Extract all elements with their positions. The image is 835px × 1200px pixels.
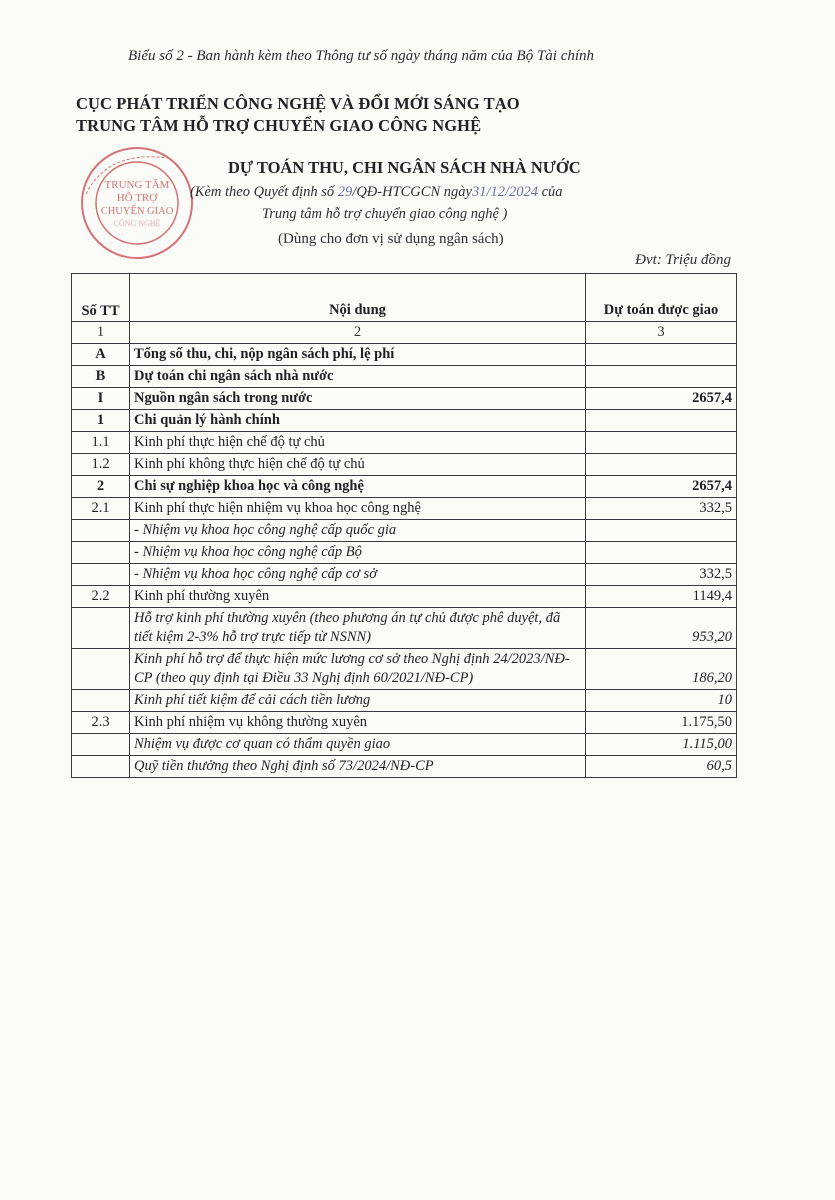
row-amount (586, 344, 737, 366)
row-content: Kinh phí thực hiện nhiệm vụ khoa học công nghệ (130, 498, 586, 520)
table-row (72, 388, 737, 410)
table-row (72, 756, 737, 778)
decision-mid: /QĐ-HTCGCN ngày (352, 184, 472, 200)
row-content: Tổng số thu, chi, nộp ngân sách phí, lệ phí (130, 344, 586, 366)
document-title: DỰ TOÁN THU, CHI NGÂN SÁCH NHÀ NƯỚC (228, 158, 581, 177)
row-content: - Nhiệm vụ khoa học công nghệ cấp Bộ (130, 542, 586, 564)
table-row (72, 520, 737, 542)
table-row (72, 542, 737, 564)
row-amount (586, 366, 737, 388)
row-content: Chi sự nghiệp khoa học và công nghệ (130, 476, 586, 498)
row-stt (72, 734, 130, 756)
decision-reference (190, 184, 563, 201)
row-stt (72, 756, 130, 778)
table-row (72, 586, 737, 608)
row-stt: A (72, 344, 130, 366)
row-amount: 332,5 (586, 564, 737, 586)
row-amount: 2657,4 (586, 476, 737, 498)
table-row (72, 432, 737, 454)
row-content: Nguồn ngân sách trong nước (130, 388, 586, 410)
row-content: Kinh phí nhiệm vụ không thường xuyên (130, 712, 586, 734)
decision-number: 29 (337, 184, 353, 200)
row-amount: 1.115,00 (586, 734, 737, 756)
table-row (72, 608, 737, 649)
row-amount: 60,5 (586, 756, 737, 778)
header-content: Nội dung (130, 274, 586, 322)
row-stt: I (72, 388, 130, 410)
stamp-text: HỖ TRỢ (116, 192, 158, 204)
table-row (72, 564, 737, 586)
row-content: Kinh phí thường xuyên (130, 586, 586, 608)
row-content: Kinh phí không thực hiện chế độ tự chủ (130, 454, 586, 476)
row-stt: 2.3 (72, 712, 130, 734)
table-row (72, 454, 737, 476)
row-content: - Nhiệm vụ khoa học công nghệ cấp quốc gia (130, 520, 586, 542)
decision-prefix: (Kèm theo Quyết định số (190, 184, 338, 200)
stamp-text: TRUNG TÂM (104, 179, 170, 191)
column-number: 1 (72, 322, 130, 344)
row-content: Kinh phí thực hiện chế độ tự chủ (130, 432, 586, 454)
row-stt (72, 520, 130, 542)
row-stt (72, 608, 130, 649)
table-row (72, 410, 737, 432)
column-number: 3 (586, 322, 737, 344)
table-row (72, 649, 737, 690)
unit-label: Đvt: Triệu đồng (635, 252, 731, 268)
row-content: Nhiệm vụ được cơ quan có thẩm quyền giao (130, 734, 586, 756)
table-row (72, 366, 737, 388)
row-stt (72, 649, 130, 690)
row-amount (586, 454, 737, 476)
row-amount (586, 432, 737, 454)
row-amount (586, 542, 737, 564)
row-amount: 2657,4 (586, 388, 737, 410)
row-amount: 186,20 (586, 649, 737, 690)
table-row (72, 476, 737, 498)
row-stt: 1.1 (72, 432, 130, 454)
row-amount: 1.175,50 (586, 712, 737, 734)
agency-line-2: TRUNG TÂM HỖ TRỢ CHUYỂN GIAO CÔNG NGHỆ (76, 116, 482, 135)
row-amount: 10 (586, 690, 737, 712)
table-row (72, 734, 737, 756)
decision-date: 31/12/2024 (471, 184, 538, 200)
row-content: - Nhiệm vụ khoa học công nghệ cấp cơ sở (130, 564, 586, 586)
stamp-text: CHUYỂN GIAO (100, 206, 174, 217)
column-number: 2 (130, 322, 586, 344)
header-amount: Dự toán được giao (586, 274, 737, 322)
agency-line-1: CỤC PHÁT TRIỂN CÔNG NGHỆ VÀ ĐỔI MỚI SÁNG TẠO (76, 94, 520, 113)
table-row (72, 690, 737, 712)
official-seal-stamp (78, 144, 196, 262)
agency-header (76, 93, 520, 137)
row-content: Quỹ tiền thưởng theo Nghị định số 73/2024/NĐ-CP (130, 756, 586, 778)
row-amount: 332,5 (586, 498, 737, 520)
table-header-row (72, 274, 737, 322)
issuing-unit-line: Trung tâm hỗ trợ chuyển giao công nghệ ) (262, 206, 508, 222)
row-stt (72, 564, 130, 586)
row-stt (72, 690, 130, 712)
row-stt: 2.2 (72, 586, 130, 608)
row-stt: 2.1 (72, 498, 130, 520)
form-reference-note: Biểu số 2 - Ban hành kèm theo Thông tư số ngày tháng năm của Bộ Tài chính (128, 48, 595, 64)
row-content: Chi quản lý hành chính (130, 410, 586, 432)
row-content: Dự toán chi ngân sách nhà nước (130, 366, 586, 388)
row-stt: 1.2 (72, 454, 130, 476)
row-amount (586, 410, 737, 432)
row-stt (72, 542, 130, 564)
row-content: Kinh phí hỗ trợ để thực hiện mức lương cơ sở theo Nghị định 24/2023/NĐ-CP (theo quy định tại Điều 33 Nghị định 60/2021/NĐ-CP) (130, 649, 586, 690)
header-stt: Số TT (72, 274, 130, 322)
row-content: Kinh phí tiết kiệm để cải cách tiền lương (130, 690, 586, 712)
row-amount (586, 520, 737, 542)
table-row (72, 712, 737, 734)
stamp-text: CÔNG NGHỆ (113, 219, 161, 228)
row-stt: 2 (72, 476, 130, 498)
row-stt: B (72, 366, 130, 388)
row-stt: 1 (72, 410, 130, 432)
table-row (72, 344, 737, 366)
budget-table (71, 273, 737, 778)
row-content: Hỗ trợ kinh phí thường xuyên (theo phương án tự chủ được phê duyệt, đã tiết kiệm 2-3% hỗ trợ trực tiếp từ NSNN) (130, 608, 586, 649)
row-amount: 953,20 (586, 608, 737, 649)
row-amount: 1149,4 (586, 586, 737, 608)
usage-note: (Dùng cho đơn vị sử dụng ngân sách) (278, 231, 504, 247)
decision-suffix: của (538, 184, 563, 200)
column-number-row (72, 322, 737, 344)
table-row (72, 498, 737, 520)
